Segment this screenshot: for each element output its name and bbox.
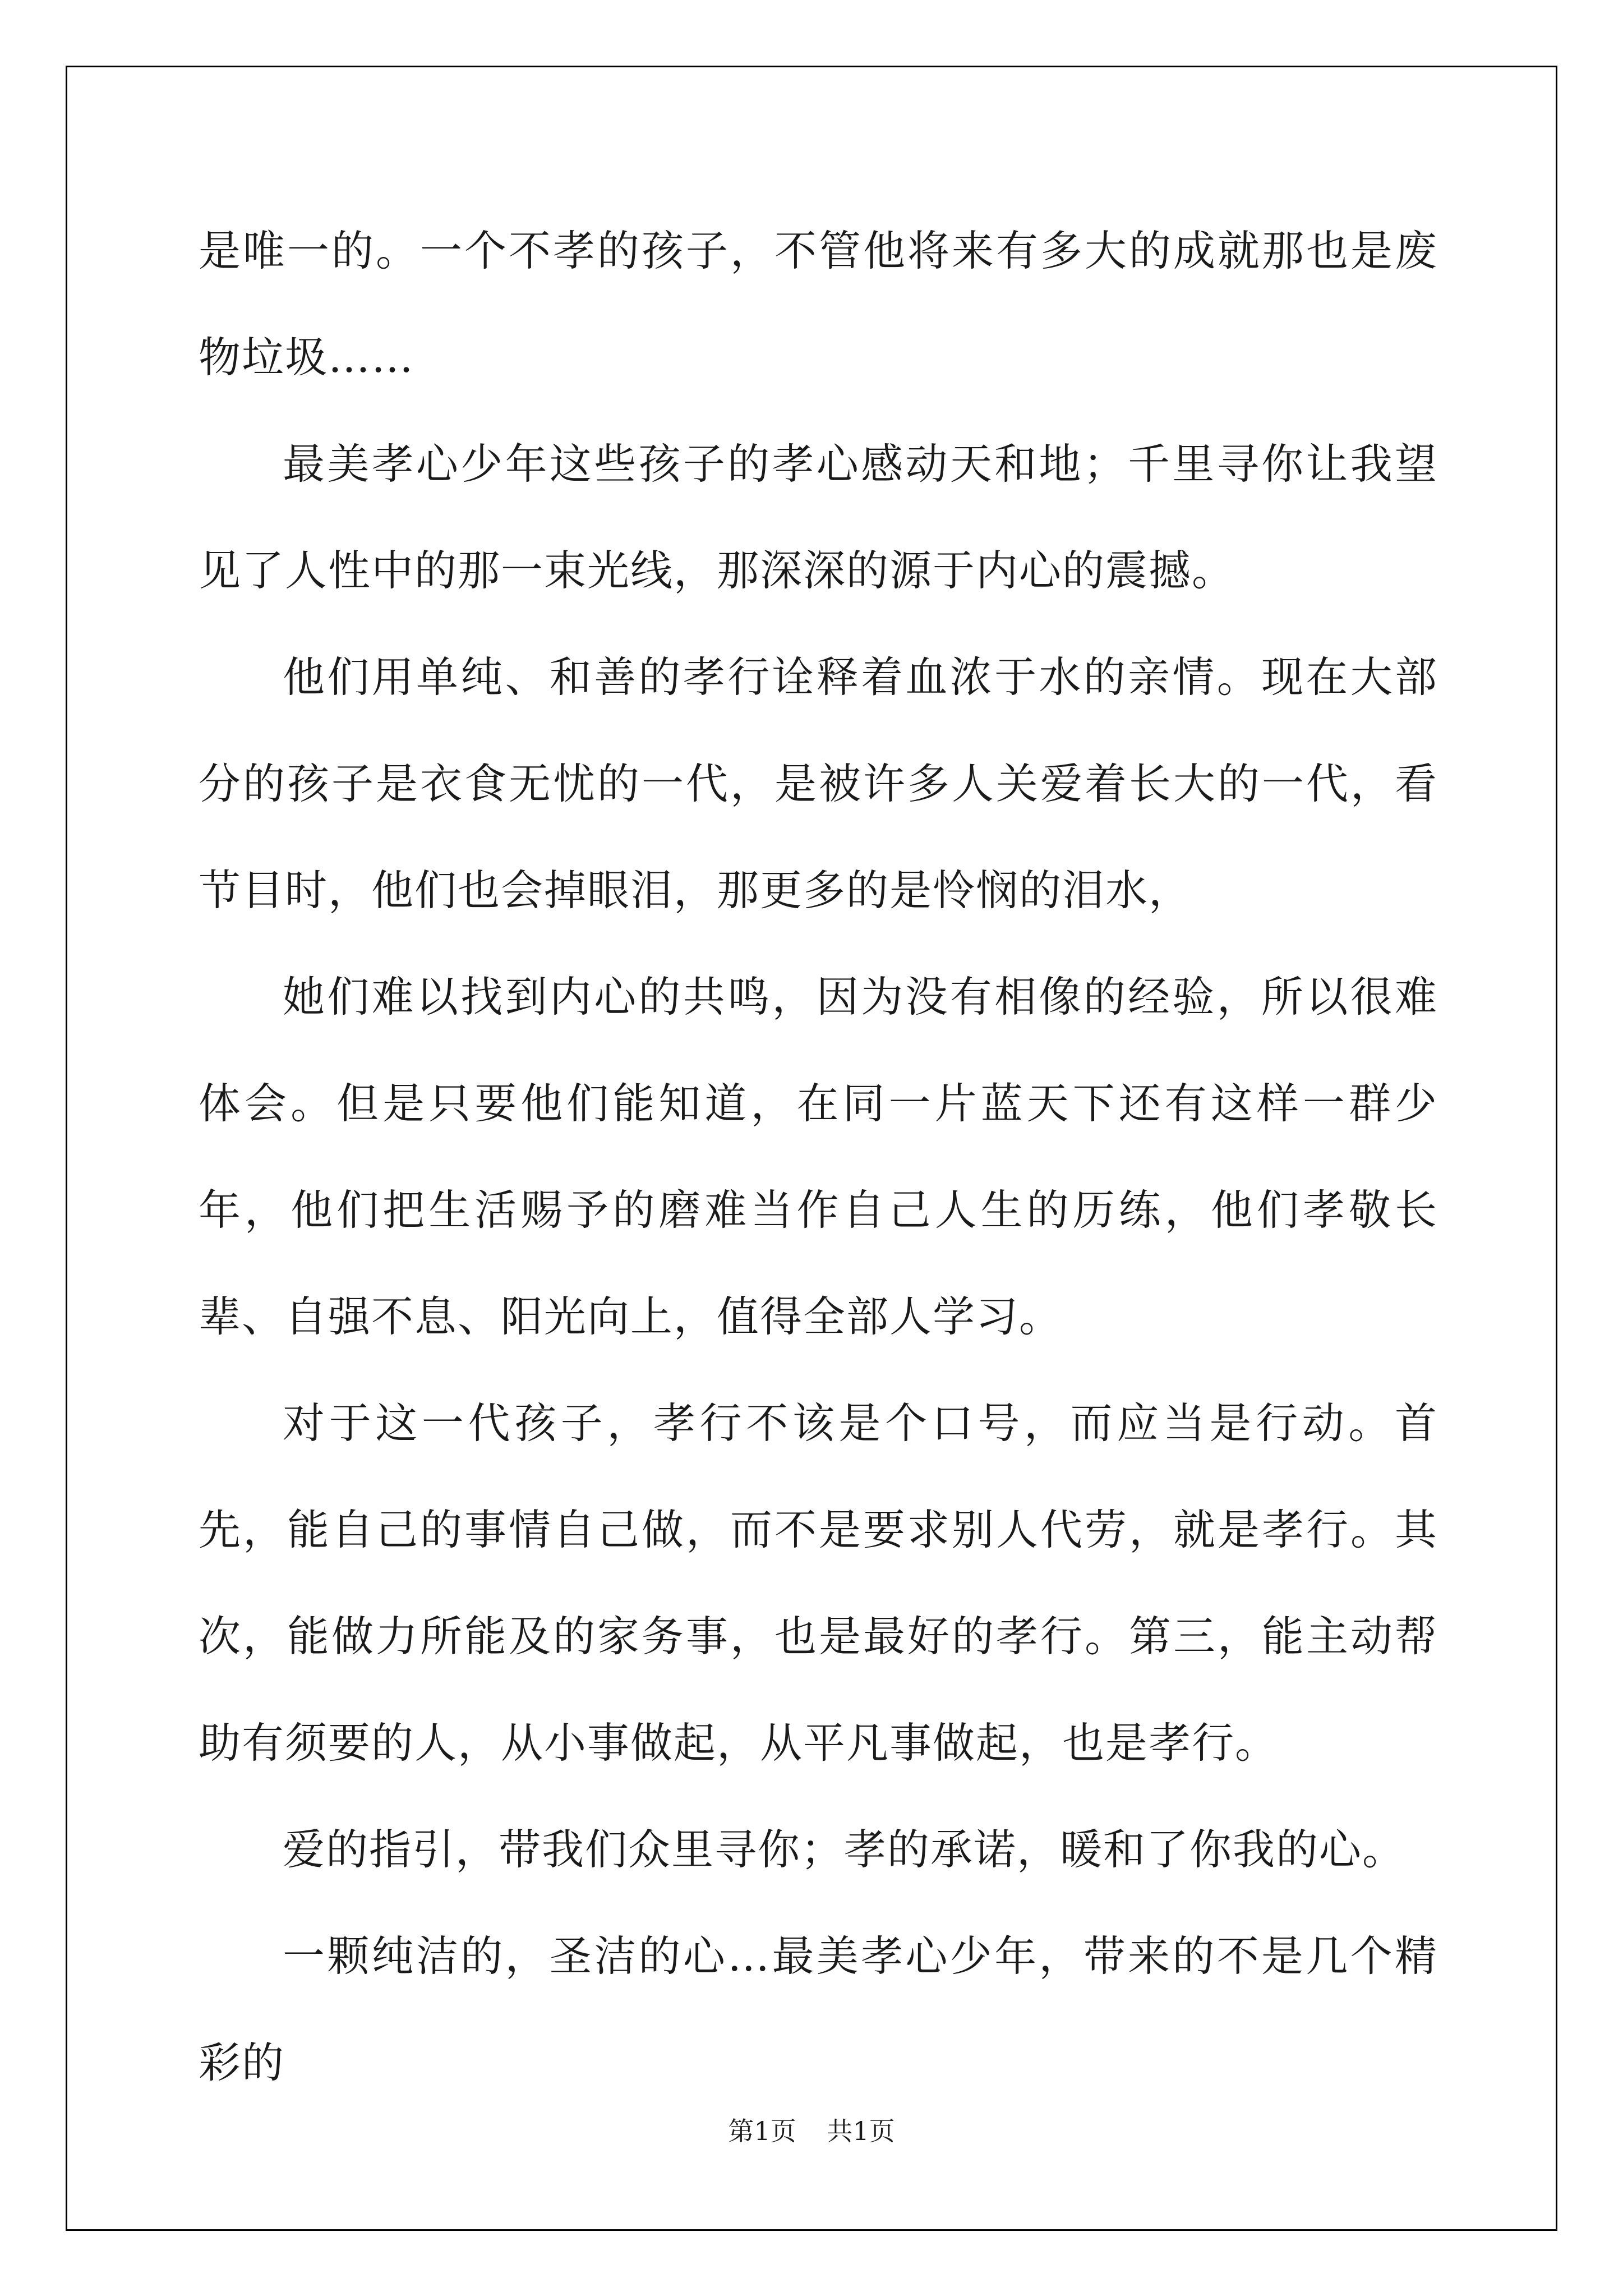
page-number: 第1页 (728, 2116, 796, 2146)
paragraph: 对于这一代孩子，孝行不该是个口号，而应当是行动。首先，能自己的事情自己做，而不是要求别人代劳，就是孝行。其次，能做力所能及的家务事，也是最好的孝行。第三，能主动帮助有须要的人，从小事做起，从平凡事做起，也是孝行。 (199, 1398, 1438, 1768)
page-footer (0, 2111, 1623, 2148)
paragraph: 他们用单纯、和善的孝行诠释着血浓于水的亲情。现在大部分的孩子是衣食无忧的一代，是被许多人关爱着长大的一代，看节目时，他们也会掉眼泪，那更多的是怜悯的泪水， (199, 652, 1438, 915)
document-body (199, 197, 1438, 2116)
paragraph: 她们难以找到内心的共鸣，因为没有相像的经验，所以很难体会。但是只要他们能知道，在同一片蓝天下还有这样一群少年，他们把生活赐予的磨难当作自己人生的历练，他们孝敬长辈、自强不息、阳光向上，值得全部人学习。 (199, 972, 1438, 1341)
paragraph: 一颗纯洁的，圣洁的心…最美孝心少年，带来的不是几个精彩的 (199, 1931, 1438, 2087)
paragraph: 最美孝心少年这些孩子的孝心感动天和地；千里寻你让我望见了人性中的那一束光线，那深深的源于内心的震撼。 (199, 439, 1438, 595)
paragraph: 是唯一的。一个不孝的孩子，不管他将来有多大的成就那也是废物垃圾…… (199, 226, 1438, 382)
paragraph: 爱的指引，带我们众里寻你；孝的承诺，暖和了你我的心。 (283, 1825, 1406, 1874)
page-total: 共1页 (827, 2116, 895, 2146)
